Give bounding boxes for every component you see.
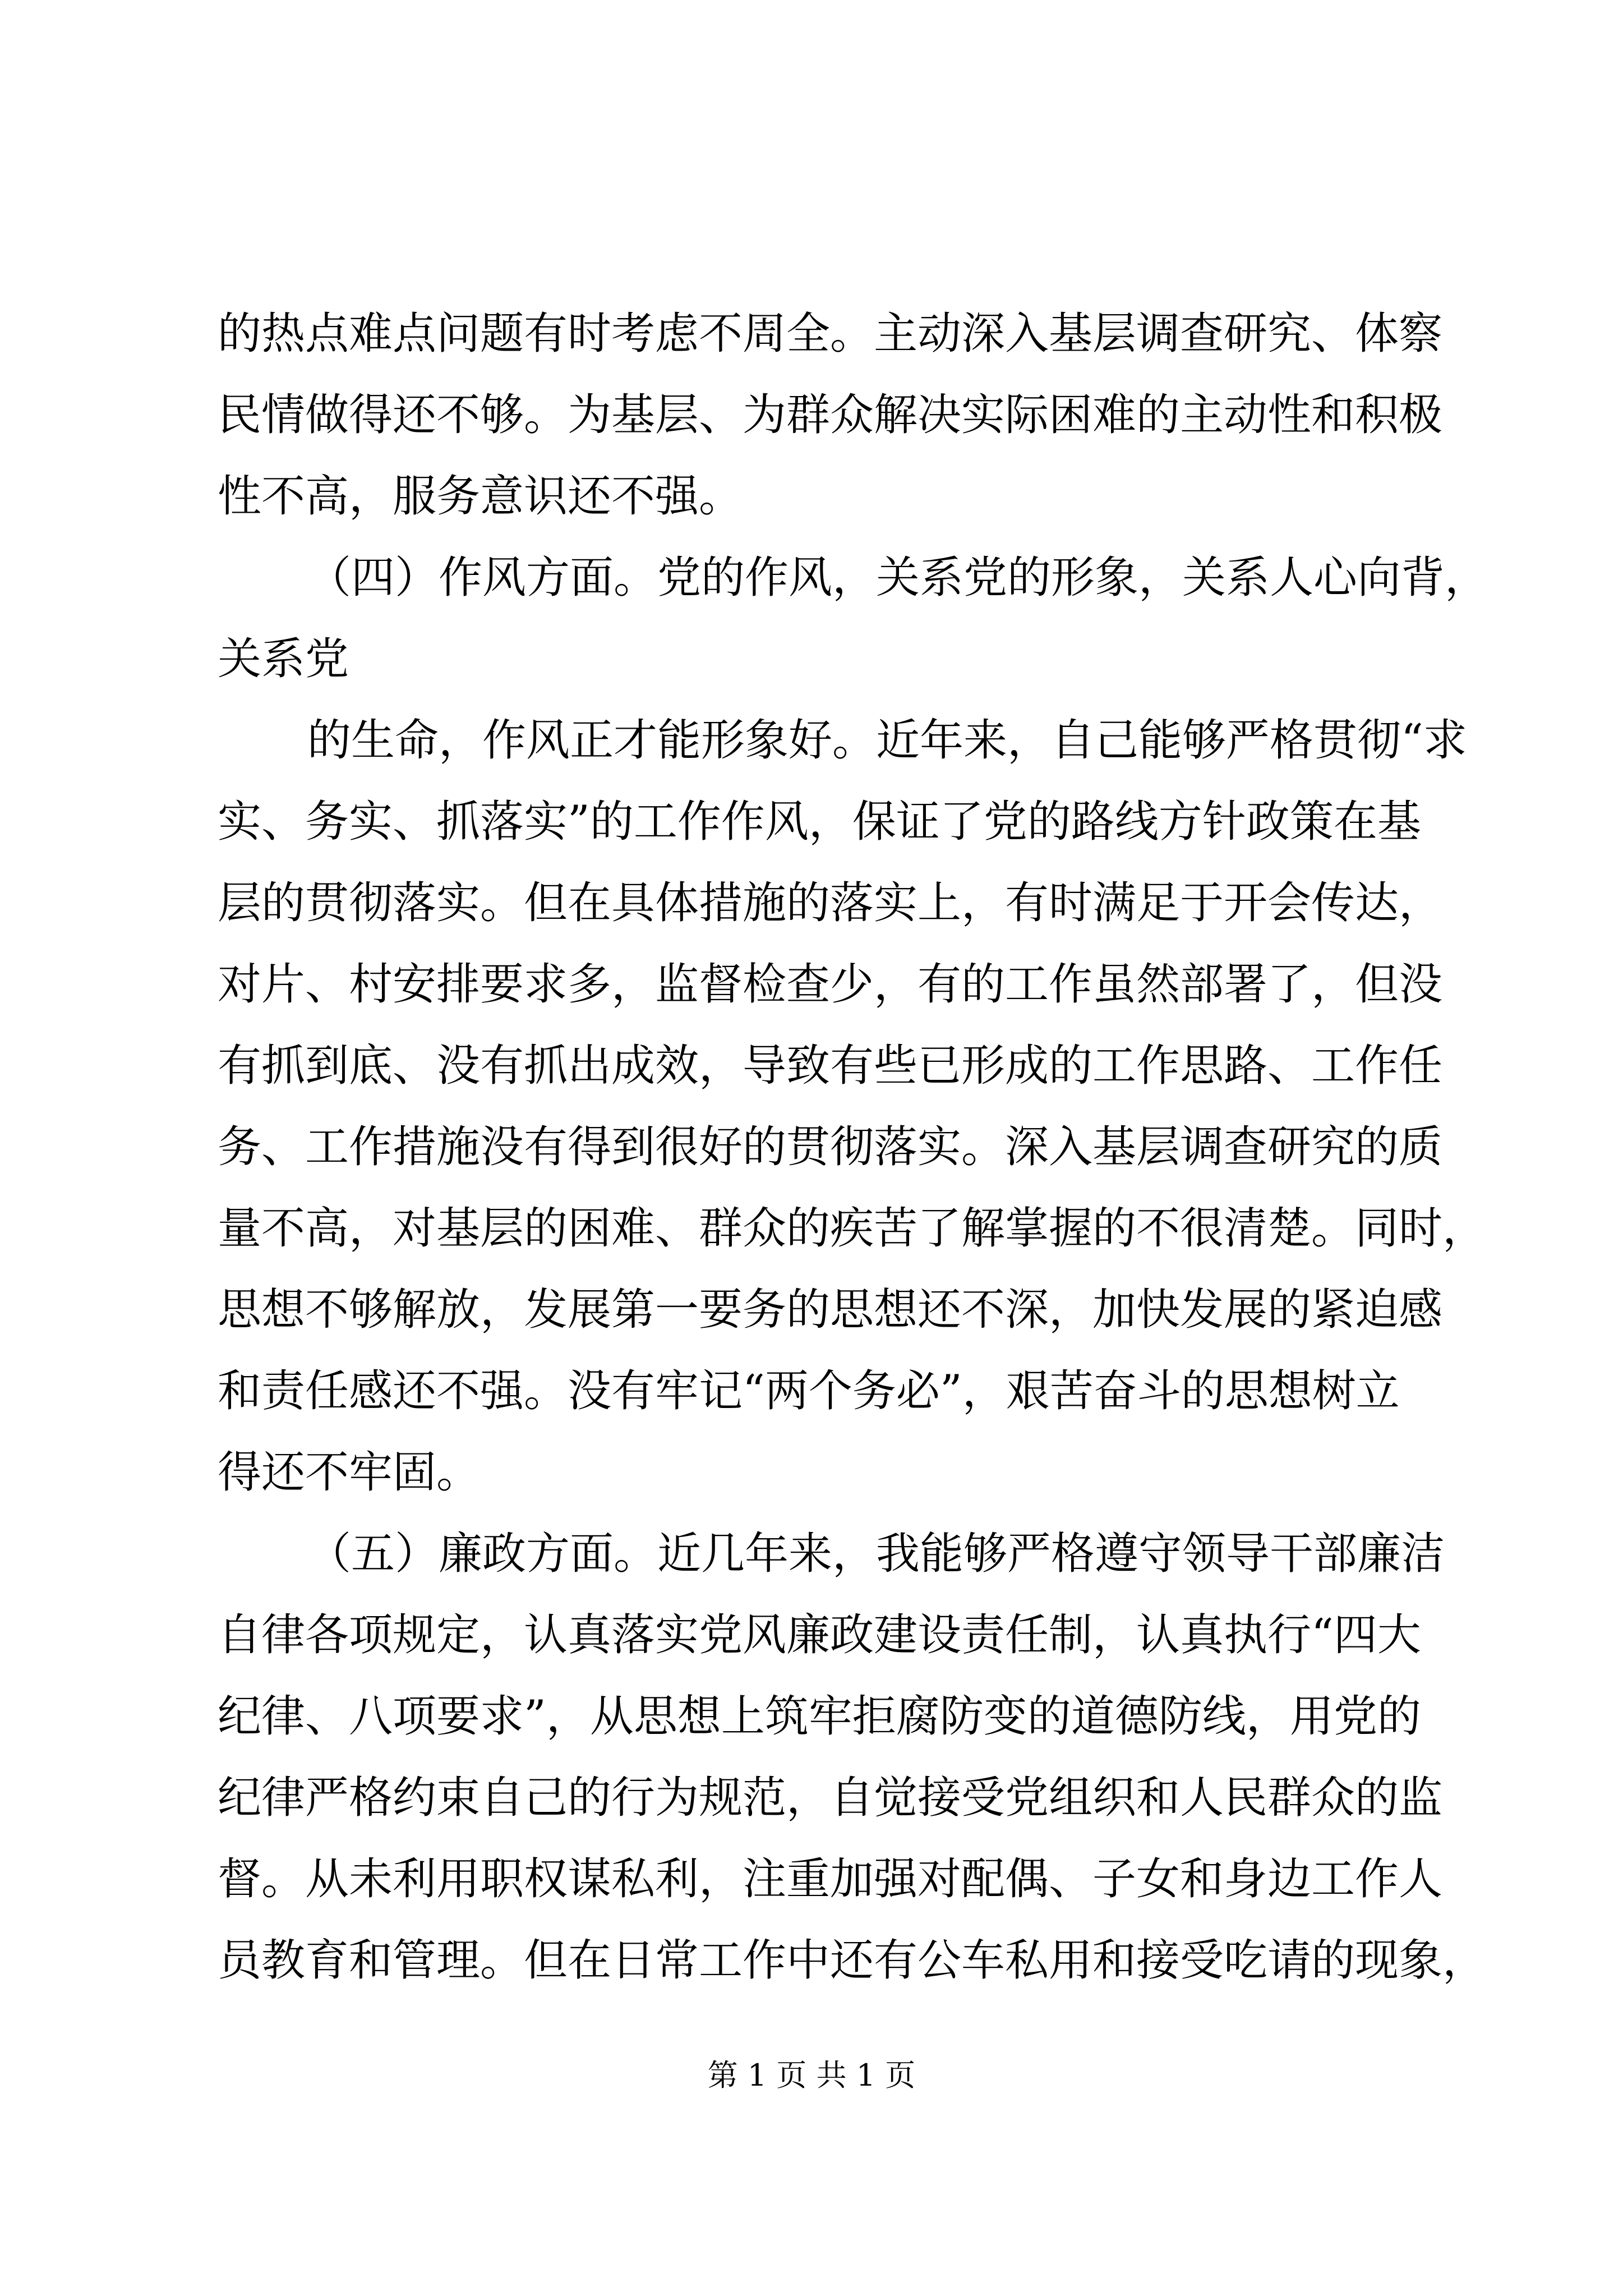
line-text: 员教育和管理。但在日常工作中还有公车私用和接受吃请的现象， bbox=[218, 1935, 1487, 1986]
line-text: 的生命，作风正才能形象好。近年来，自己能够严格贯彻“求 bbox=[307, 715, 1467, 766]
line-text: 自律各项规定，认真落实党风廉政建设责任制，认真执行“四大 bbox=[218, 1610, 1421, 1660]
line-text: 和责任感还不强。没有牢记“两个务必”，艰苦奋斗的思想树立 bbox=[218, 1366, 1400, 1416]
text-line-15 bbox=[0, 1433, 1623, 1512]
line-text: 纪律、八项要求”，从思想上筑牢拒腐防变的道德防线，用党的 bbox=[218, 1691, 1421, 1742]
text-line-8 bbox=[0, 864, 1623, 942]
text-line-12 bbox=[0, 1189, 1623, 1268]
text-line-10 bbox=[0, 1027, 1623, 1105]
text-line-18 bbox=[0, 1677, 1623, 1756]
line-text: 民情做得还不够。为基层、为群众解决实际困难的主动性和积极 bbox=[218, 390, 1443, 440]
line-text: 的热点难点问题有时考虑不周全。主动深入基层调查研究、体察 bbox=[218, 309, 1443, 359]
line-text: 有抓到底、没有抓出成效，导致有些已形成的工作思路、工作任 bbox=[218, 1041, 1443, 1091]
text-line-13 bbox=[0, 1271, 1623, 1349]
page-footer: 第 1 页 共 1 页 bbox=[707, 2058, 916, 2093]
line-text: 对片、村安排要求多，监督检查少，有的工作虽然部署了，但没 bbox=[218, 959, 1443, 1010]
text-line-7 bbox=[0, 783, 1623, 861]
text-line-11 bbox=[0, 1108, 1623, 1186]
text-line-17 bbox=[0, 1596, 1623, 1674]
line-text: 实、务实、抓落实”的工作作风，保证了党的路线方针政策在基 bbox=[218, 797, 1421, 847]
text-line-4 bbox=[0, 539, 1623, 617]
line-text: 务、工作措施没有得到很好的贯彻落实。深入基层调查研究的质 bbox=[218, 1122, 1443, 1172]
line-text: 关系党 bbox=[218, 634, 349, 684]
line-text: （五）廉政方面。近几年来，我能够严格遵守领导干部廉洁 bbox=[307, 1529, 1445, 1579]
line-text: （四）作风方面。党的作风，关系党的形象，关系人心向背， bbox=[307, 553, 1489, 603]
line-text: 思想不够解放，发展第一要务的思想还不深，加快发展的紧迫感 bbox=[218, 1285, 1443, 1335]
line-text: 督。从未利用职权谋私利，注重加强对配偶、子女和身边工作人 bbox=[218, 1854, 1443, 1904]
text-line-20 bbox=[0, 1840, 1623, 1918]
line-text: 得还不牢固。 bbox=[218, 1447, 481, 1498]
text-line-19 bbox=[0, 1759, 1623, 1837]
text-line-6 bbox=[0, 701, 1623, 780]
text-line-5 bbox=[0, 620, 1623, 698]
text-line-3 bbox=[0, 457, 1623, 536]
line-text: 纪律严格约束自己的行为规范，自觉接受党组织和人民群众的监 bbox=[218, 1773, 1443, 1823]
text-line-16 bbox=[0, 1515, 1623, 1593]
text-line-21 bbox=[0, 1921, 1623, 2000]
text-line-1 bbox=[0, 295, 1623, 373]
line-text: 量不高，对基层的困难、群众的疾苦了解掌握的不很清楚。同时， bbox=[218, 1203, 1487, 1254]
text-line-2 bbox=[0, 376, 1623, 454]
text-line-14 bbox=[0, 1352, 1623, 1430]
line-text: 性不高，服务意识还不强。 bbox=[218, 471, 743, 522]
line-text: 层的贯彻落实。但在具体措施的落实上，有时满足于开会传达， bbox=[218, 878, 1443, 928]
text-line-9 bbox=[0, 945, 1623, 1024]
